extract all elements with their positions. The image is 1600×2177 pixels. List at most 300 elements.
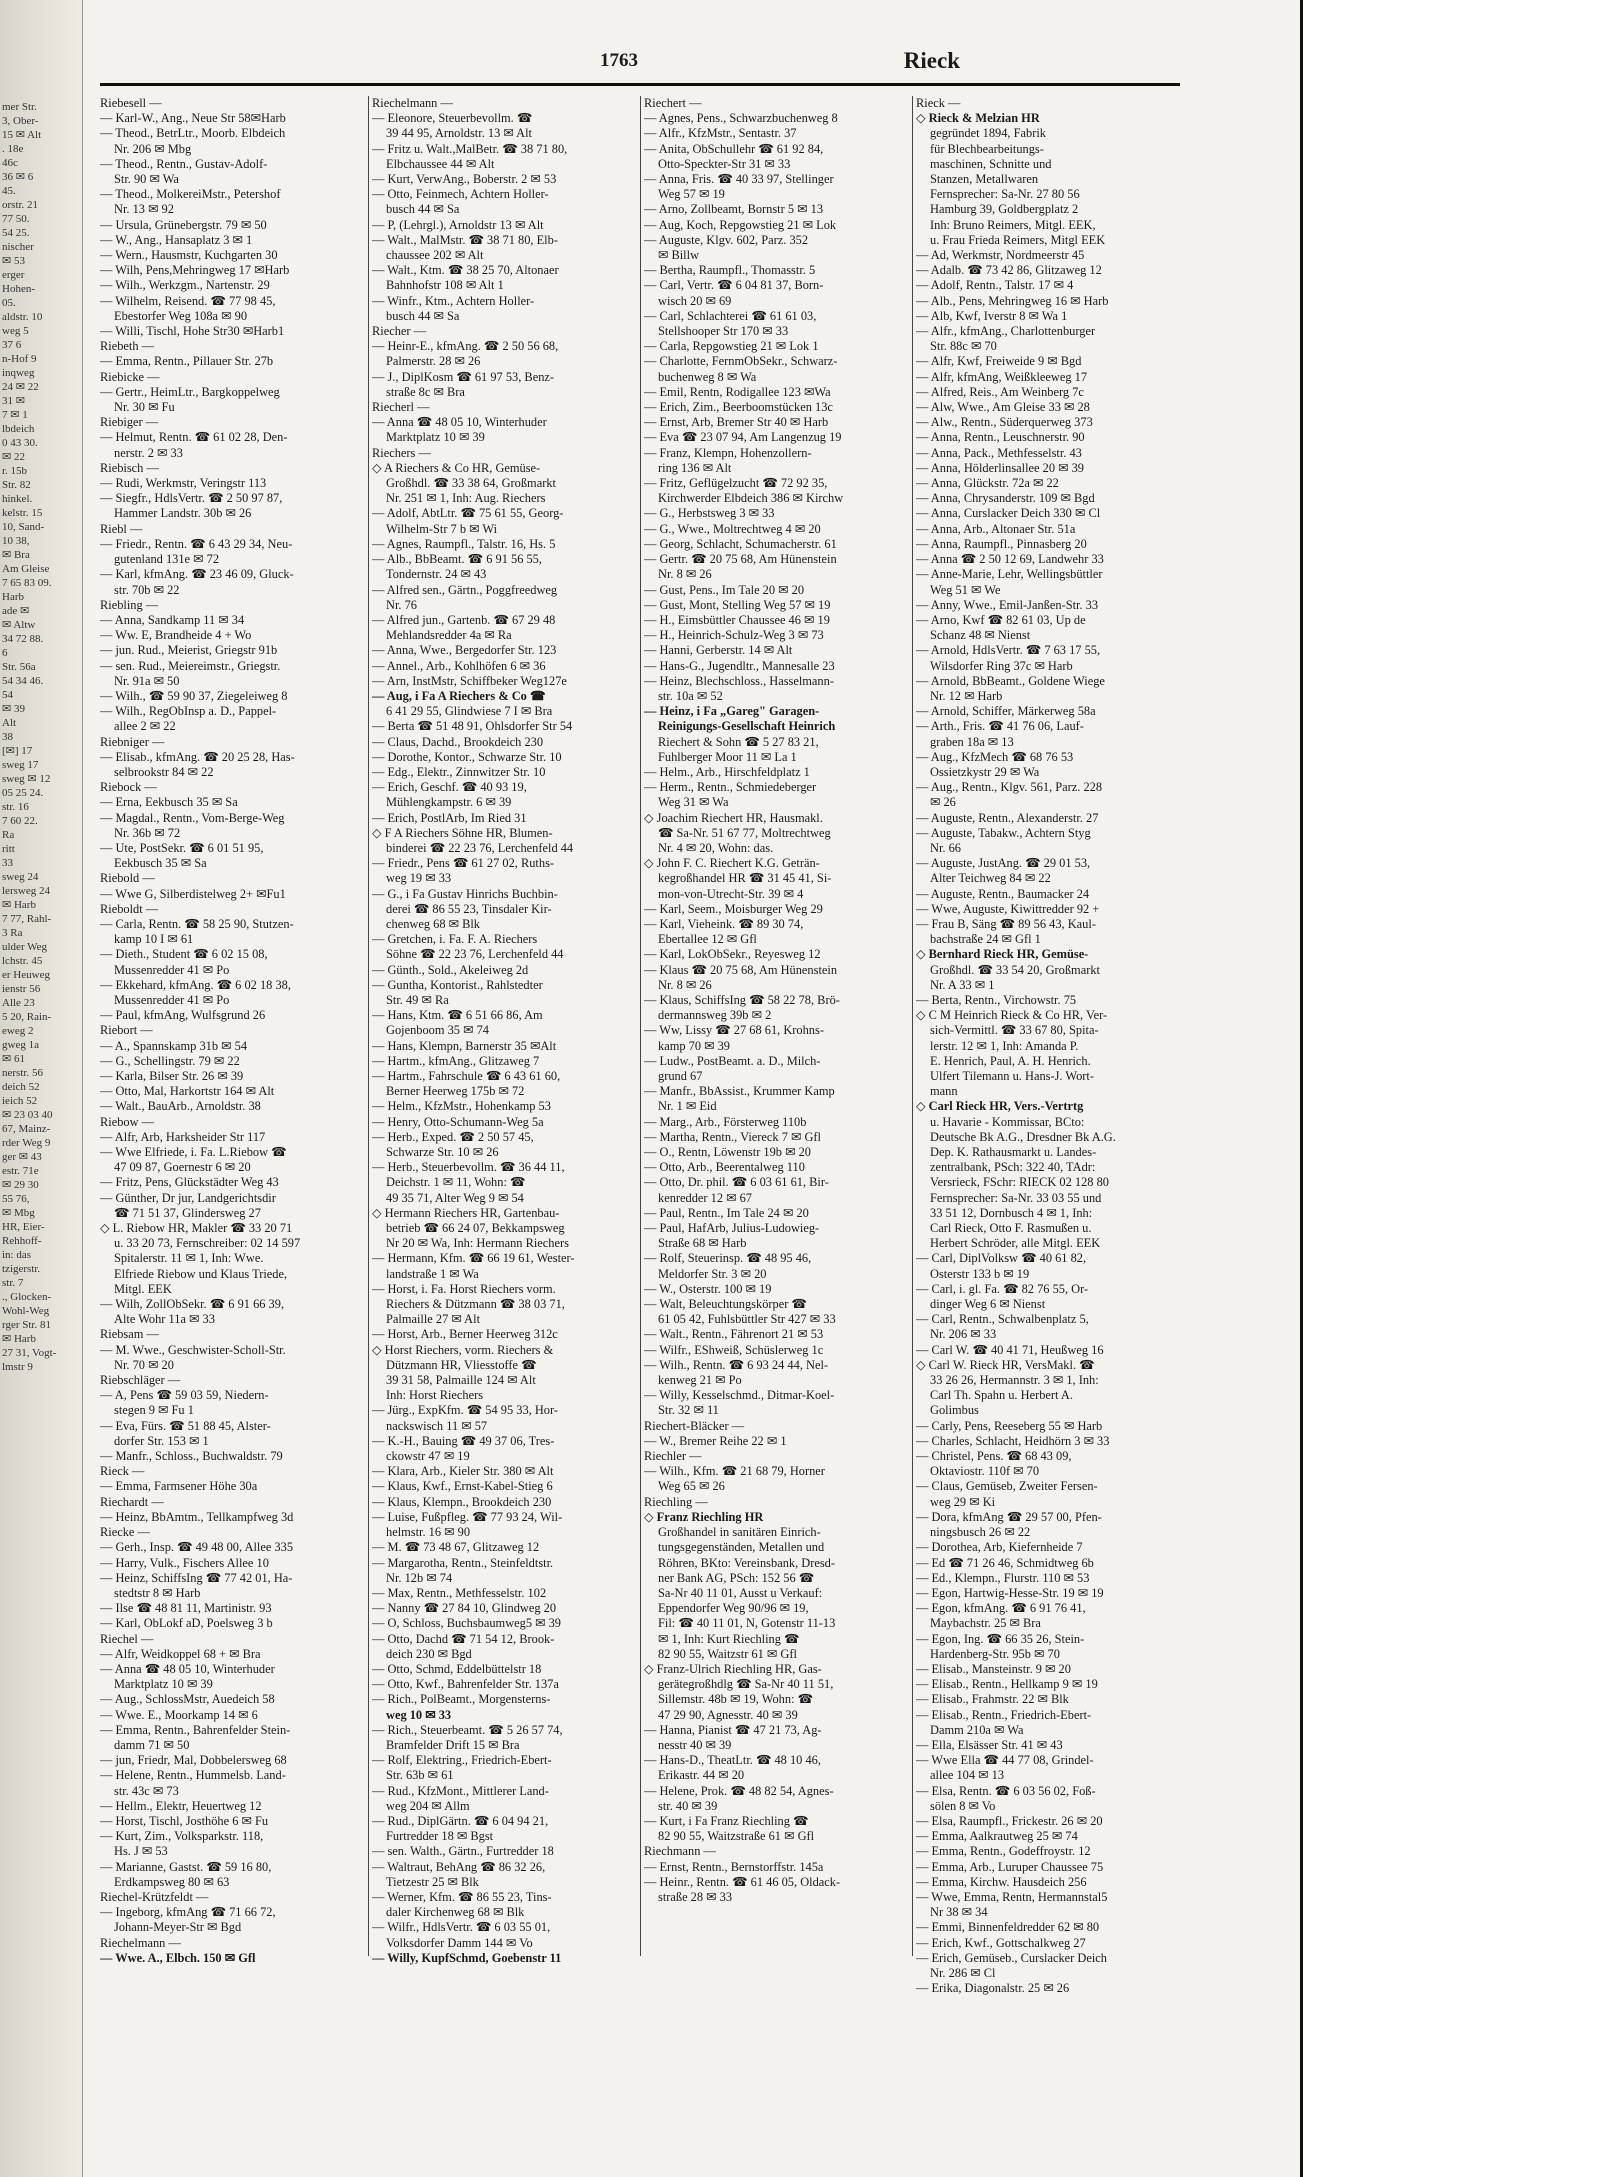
directory-entry-line: — Kurt, i Fa Franz Riechling ☎ — [644, 1813, 809, 1828]
previous-page-fragment: ✉ Harb — [2, 899, 36, 911]
directory-entry-line: — Elsa, Rentn. ☎ 6 03 56 02, Foß- — [916, 1783, 1096, 1798]
directory-entry-line: ◇ John F. C. Riechert K.G. Geträn- — [644, 856, 820, 871]
directory-entry-line: — Anna, Arb., Altonaer Str. 51a — [916, 521, 1076, 536]
previous-page-fragment: ✉ 22 — [2, 451, 25, 463]
directory-entry-line: — Wilfr., EShweiß, Schüslerweg 1c — [644, 1342, 824, 1357]
entry-continuation-line: Hs. J ✉ 53 — [114, 1844, 168, 1859]
directory-entry-line: ◇ Carl Rieck HR, Vers.-Vertrtg — [916, 1099, 1084, 1114]
previous-page-fragment: 24 ✉ 22 — [2, 381, 39, 393]
entry-continuation-line: weg 204 ✉ Allm — [386, 1798, 470, 1813]
previous-page-fragment: sweg ✉ 12 — [2, 773, 51, 785]
directory-entry-line: — Egon, Ing. ☎ 66 35 26, Stein- — [916, 1631, 1085, 1646]
directory-entry-line: — Alfr., KfzMstr., Sentastr. 37 — [644, 126, 797, 141]
entry-continuation-line: lerstr. 12 ✉ 1, Inh: Amanda P. — [930, 1038, 1079, 1053]
directory-entry-line: — Karl, Seem., Moisburger Weg 29 — [644, 901, 823, 916]
directory-entry-line: — Willi, Tischl, Hohe Str30 ✉Harb1 — [100, 324, 285, 339]
previous-page-fragment: [✉] 17 — [2, 745, 33, 757]
directory-entry-line: — Arnold, HdlsVertr. ☎ 7 63 17 55, — [916, 643, 1101, 658]
entry-continuation-line: Inh: Horst Riechers — [386, 1388, 484, 1403]
entry-continuation-line: Sillemstr. 48b ✉ 19, Wohn: ☎ — [658, 1692, 814, 1707]
entry-continuation-line: Str. 32 ✉ 11 — [658, 1403, 719, 1418]
book-gutter — [0, 0, 83, 2177]
entry-continuation-line: betrieb ☎ 66 24 07, Bekkampsweg — [386, 1221, 565, 1236]
directory-entry-line: — Günth., Sold., Akeleiweg 2d — [372, 962, 529, 977]
entry-continuation-line: weg 29 ✉ Ki — [930, 1494, 996, 1509]
entry-continuation-line: Deichstr. 1 ✉ 11, Wohn: ☎ — [386, 1175, 526, 1190]
directory-entry-line: — Carly, Pens, Reeseberg 55 ✉ Harb — [916, 1418, 1103, 1433]
directory-entry-line: — Wwe Ella ☎ 44 77 08, Grindel- — [916, 1753, 1094, 1768]
directory-entry-line: Riechel-Krützfeldt — — [100, 1889, 209, 1904]
previous-page-fragment: 3 Ra — [2, 927, 23, 939]
previous-page-fragment: ritt — [2, 843, 15, 855]
directory-entry-line: — Karla, Bilser Str. 26 ✉ 39 — [100, 1069, 244, 1083]
directory-entry-line: — Walt., Rentn., Fährenort 21 ✉ 53 — [644, 1327, 824, 1342]
directory-entry-line: Riebock — — [100, 780, 157, 795]
entry-continuation-line: Dützmann HR, Vliesstoffe ☎ — [386, 1357, 537, 1372]
entry-continuation-line: Weg 31 ✉ Wa — [658, 795, 729, 810]
directory-entry-line: — Fritz u. Walt.,MalBetr. ☎ 38 71 80, — [372, 141, 568, 156]
entry-continuation-line: Hardenberg-Str. 95b ✉ 70 — [930, 1646, 1060, 1661]
directory-entry-line: — Klaus ☎ 20 75 68, Am Hünenstein — [644, 962, 838, 977]
entry-continuation-line: Erdkampsweg 80 ✉ 63 — [114, 1874, 230, 1889]
directory-entry-line: — Hellm., Elektr, Heuertweg 12 — [100, 1798, 262, 1813]
directory-entry-line: — Walt., BauArb., Arnoldstr. 38 — [100, 1099, 261, 1114]
directory-entry-line: — Ella, Elsässer Str. 41 ✉ 43 — [916, 1737, 1063, 1752]
entry-continuation-line: Str. 88c ✉ 70 — [930, 339, 997, 354]
directory-entry-line: — Arnold, BbBeamt., Goldene Wiege — [916, 673, 1105, 688]
directory-entry-line: — Otto, Schmd, Eddelbüttelstr 18 — [372, 1661, 542, 1676]
entry-continuation-line: Röhren, BKto: Vereinsbank, Dresd- — [658, 1555, 835, 1570]
entry-continuation-line: E. Henrich, Paul, A. H. Henrich. — [930, 1053, 1091, 1068]
entry-continuation-line: Ulfert Tilemann u. Hans-J. Wort- — [930, 1069, 1094, 1083]
directory-entry-line: — Dorothe, Kontor., Schwarze Str. 10 — [372, 749, 562, 764]
directory-entry-line: — Werner, Kfm. ☎ 86 55 23, Tins- — [372, 1889, 552, 1904]
directory-entry-line: — Helm., KfzMstr., Hohenkamp 53 — [372, 1099, 551, 1114]
entry-continuation-line: grund 67 — [658, 1069, 703, 1083]
entry-continuation-line: u. Frau Frieda Reimers, Mitgl EEK — [930, 232, 1106, 247]
directory-entry-line: — Dieth., Student ☎ 6 02 15 08, — [100, 947, 268, 962]
directory-entry-line: — Gertr. ☎ 20 75 68, Am Hünenstein — [644, 552, 837, 567]
directory-entry-line: — Henry, Otto-Schumann-Weg 5a — [372, 1114, 544, 1129]
entry-continuation-line: 49 35 71, Alter Weg 9 ✉ 54 — [386, 1190, 524, 1205]
directory-entry-line: — Claus, Gemüseb, Zweiter Fersen- — [916, 1479, 1098, 1494]
entry-continuation-line: Fernsprecher: Sa-Nr. 27 80 56 — [930, 187, 1080, 202]
directory-entry-line: — Emma, Kirchw. Hausdeich 256 — [916, 1874, 1087, 1889]
directory-entry-line: — Hartm., Fahrschule ☎ 6 43 61 60, — [372, 1069, 561, 1083]
directory-entry-line: — Wwe. E., Moorkamp 14 ✉ 6 — [100, 1707, 258, 1722]
previous-page-fragment: 05. — [2, 297, 16, 309]
previous-page-fragment: aldstr. 10 — [2, 311, 43, 323]
directory-entry-line: — Wern., Hausmstr, Kuchgarten 30 — [100, 248, 278, 263]
entry-continuation-line: Elbchaussee 44 ✉ Alt — [386, 156, 495, 171]
entry-continuation-line: bachstraße 24 ✉ Gfl 1 — [930, 932, 1041, 947]
entry-continuation-line: Nr. 91a ✉ 50 — [114, 673, 180, 688]
entry-continuation-line: für Blechbearbeitungs- — [930, 141, 1044, 156]
entry-continuation-line: gegründet 1894, Fabrik — [930, 126, 1046, 141]
directory-entry-line: — Ad, Werkmstr, Nordmeerstr 45 — [916, 248, 1085, 263]
previous-page-fragment: . 18e — [2, 143, 24, 155]
directory-entry-line: Riechardt — — [100, 1494, 164, 1509]
directory-entry-line: Riebling — — [100, 597, 159, 612]
directory-entry-line: — Karl-W., Ang., Neue Str 58✉Harb — [100, 111, 286, 126]
entry-continuation-line: busch 44 ✉ Sa — [386, 202, 460, 217]
directory-entry-line: — Elisab., Frahmstr. 22 ✉ Blk — [916, 1692, 1069, 1707]
directory-entry-line: — Franz, Klempn, Hohenzollern- — [644, 445, 812, 460]
directory-entry-line: Rieck — — [916, 96, 961, 110]
directory-entry-line: — Friedr., Pens ☎ 61 27 02, Ruths- — [372, 856, 555, 871]
directory-entry-line: — P, (Lehrgl.), Arnoldstr 13 ✉ Alt — [372, 217, 544, 232]
directory-entry-line: — Carla, Rentn. ☎ 58 25 90, Stutzen- — [100, 916, 294, 931]
directory-entry-line: — Wwe, Emma, Rentn, Hermannstal5 — [916, 1889, 1108, 1904]
directory-entry-line: — O, Schloss, Buchsbaumweg5 ✉ 39 — [372, 1616, 562, 1631]
directory-entry-line: — Gertr., HeimLtr., Bargkoppelweg — [100, 384, 280, 399]
directory-entry-line: — Emil, Rentn, Rodigallee 123 ✉Wa — [644, 384, 831, 399]
entry-continuation-line: Nr. 12b ✉ 74 — [386, 1570, 453, 1585]
directory-entry-line: — Hartm., kfmAng., Glitzaweg 7 — [372, 1053, 540, 1068]
previous-page-fragment: ger ✉ 43 — [2, 1151, 42, 1163]
entry-continuation-line: Nr. 251 ✉ 1, Inh: Aug. Riechers — [386, 491, 546, 506]
directory-entry-line: — Fritz, Pens, Glückstädter Weg 43 — [100, 1175, 279, 1190]
entry-continuation-line: Marktplatz 10 ✉ 39 — [114, 1677, 213, 1692]
previous-page-fragment: 6 — [2, 647, 8, 659]
directory-entry-line: — Wwe Elfriede, i. Fa. L.Riebow ☎ — [100, 1145, 287, 1160]
previous-page-fragment: ., Glocken- — [2, 1291, 52, 1303]
directory-entry-line: — Wilh., Werkzgm., Nartenstr. 29 — [100, 278, 270, 293]
directory-entry-line: — Anna ☎ 2 50 12 69, Landwehr 33 — [916, 552, 1104, 567]
directory-entry-line: — Herm., Rentn., Schmiedeberger — [644, 780, 817, 795]
directory-entry-line: Riechler — — [644, 1449, 702, 1464]
directory-entry-line: — Adalb. ☎ 73 42 86, Glitzaweg 12 — [916, 263, 1102, 278]
directory-entry-line: Riebsam — — [100, 1327, 159, 1342]
directory-entry-line: — Hans-G., Jugendltr., Mannesalle 23 — [644, 658, 835, 673]
directory-entry-line: Riebschläger — — [100, 1373, 181, 1388]
entry-continuation-line: buchenweg 8 ✉ Wa — [658, 369, 757, 384]
entry-continuation-line: 82 90 55, Waitzstraße 61 ✉ Gfl — [658, 1829, 815, 1844]
directory-entry-line: ◇ A Riechers & Co HR, Gemüse- — [372, 460, 541, 475]
entry-continuation-line: Palmaille 27 ✉ Alt — [386, 1312, 481, 1327]
entry-continuation-line: Fil: ☎ 40 11 01, N, Gotenstr 11-13 — [658, 1616, 836, 1631]
entry-continuation-line: Söhne ☎ 22 23 76, Lerchenfeld 44 — [386, 947, 564, 962]
previous-page-fragment: mer Str. — [2, 101, 37, 113]
directory-entry-line: — Wilfr., HdlsVertr. ☎ 6 03 55 01, — [372, 1920, 551, 1935]
entry-continuation-line: kamp 10 I ✉ 61 — [114, 932, 194, 947]
directory-entry-line: — Elisab., kfmAng. ☎ 20 25 28, Has- — [100, 749, 295, 764]
entry-continuation-line: Schwarze Str. 10 ✉ 26 — [386, 1145, 499, 1160]
directory-entry-line: — G., Wwe., Moltrechtweg 4 ✉ 20 — [644, 521, 821, 536]
directory-entry-line: — Erich, PostlArb, Im Ried 31 — [372, 810, 527, 825]
directory-entry-line: — Anna ☎ 48 05 10, Winterhuder — [372, 415, 547, 430]
previous-page-fragment: 0 43 30. — [2, 437, 38, 449]
previous-page-fragment: hinkel. — [2, 493, 33, 505]
directory-entry-line: — M. ☎ 73 48 67, Glitzaweg 12 — [372, 1540, 540, 1555]
directory-entry-line: — Rud., KfzMont., Mittlerer Land- — [372, 1783, 549, 1798]
directory-entry-line: — Hermann, Kfm. ☎ 66 19 61, Wester- — [372, 1251, 575, 1266]
directory-entry-line: — Aug, Koch, Repgowstieg 21 ✉ Lok — [644, 217, 837, 232]
directory-entry-line: — Elsa, Raumpfl., Frickestr. 26 ✉ 20 — [916, 1813, 1103, 1828]
directory-entry-line: ◇ F A Riechers Söhne HR, Blumen- — [372, 825, 553, 840]
entry-continuation-line: kamp 70 ✉ 39 — [658, 1038, 730, 1053]
entry-continuation-line: Inh: Bruno Reimers, Mitgl. EEK, — [930, 217, 1096, 232]
previous-page-fragment: lbdeich — [2, 423, 35, 435]
directory-entry-line: Riechelmann — — [372, 96, 453, 110]
previous-page-fragment: ✉ Altw — [2, 619, 36, 631]
directory-entry-line: — Otto, Kwf., Bahrenfelder Str. 137a — [372, 1677, 559, 1692]
entry-continuation-line: Nr. 1 ✉ Eid — [658, 1099, 717, 1114]
directory-entry-line: Riebl — — [100, 521, 143, 536]
directory-column-3 — [644, 96, 912, 1956]
directory-entry-line: ◇ Horst Riechers, vorm. Riechers & — [372, 1342, 554, 1357]
directory-entry-line: — Emmi, Binnenfeldredder 62 ✉ 80 — [916, 1920, 1100, 1935]
directory-entry-line: — Anna, Sandkamp 11 ✉ 34 — [100, 612, 245, 627]
entry-continuation-line: Str. 63b ✉ 61 — [386, 1768, 454, 1783]
directory-entry-line: — Otto, Mal, Harkortstr 164 ✉ Alt — [100, 1084, 275, 1099]
entry-continuation-line: Großhdl. ☎ 33 54 20, Großmarkt — [930, 962, 1100, 977]
entry-continuation-line: Marktplatz 10 ✉ 39 — [386, 430, 485, 445]
entry-continuation-line: gutenland 131e ✉ 72 — [114, 552, 220, 567]
directory-entry-line: — Bertha, Raumpfl., Thomasstr. 5 — [644, 263, 816, 278]
entry-continuation-line: Alter Teichweg 84 ✉ 22 — [930, 871, 1051, 886]
directory-entry-line: — Arno, Zollbeamt, Bornstr 5 ✉ 13 — [644, 202, 824, 217]
entry-continuation-line: Sa-Nr 40 11 01, Ausst u Verkauf: — [658, 1585, 823, 1600]
entry-continuation-line: Riechert & Sohn ☎ 5 27 83 21, — [658, 734, 819, 749]
previous-page-fragment: lchstr. 45 — [2, 955, 43, 967]
directory-entry-line: — Frau B, Säng ☎ 89 56 43, Kaul- — [916, 916, 1096, 931]
previous-page-fragment: 5 20, Rain- — [2, 1011, 52, 1023]
entry-continuation-line: Dep. K. Rathausmarkt u. Landes- — [930, 1145, 1097, 1160]
directory-entry-line: — Eva, Fürs. ☎ 51 88 45, Alster- — [100, 1418, 271, 1433]
directory-entry-line: — Charlotte, FernmObSekr., Schwarz- — [644, 354, 838, 369]
directory-entry-line: — Max, Rentn., Methfesselstr. 102 — [372, 1585, 547, 1600]
entry-continuation-line: straße 28 ✉ 33 — [658, 1889, 733, 1904]
directory-entry-line: — Egon, kfmAng. ☎ 6 91 76 41, — [916, 1601, 1086, 1616]
entry-continuation-line: gerätegroßhdlg ☎ Sa-Nr 40 11 51, — [658, 1677, 834, 1692]
directory-entry-line: Riechert — — [644, 96, 702, 110]
directory-entry-line: Riecke — — [100, 1525, 150, 1540]
directory-entry-line: — Wilhelm, Reisend. ☎ 77 98 45, — [100, 293, 276, 308]
directory-column-4 — [916, 96, 1182, 1996]
directory-entry-line: — Carl, i. gl. Fa. ☎ 82 76 55, Or- — [916, 1281, 1089, 1296]
previous-page-fragment: nischer — [2, 241, 34, 253]
previous-page-fragment: ✉ 23 03 40 — [2, 1109, 53, 1121]
entry-continuation-line: Str. 49 ✉ Ra — [386, 992, 449, 1007]
directory-entry-line: — Theod., BetrLtr., Moorb. Elbdeich — [100, 126, 286, 141]
directory-entry-line: — Anna, Rentn., Leuschnerstr. 90 — [916, 430, 1085, 445]
entry-continuation-line: chenweg 68 ✉ Blk — [386, 916, 481, 931]
directory-entry-line: — Willy, KupfSchmd, Goebenstr 11 — [372, 1950, 562, 1965]
directory-entry-line: — Arno, Kwf ☎ 82 61 03, Up de — [916, 612, 1086, 627]
entry-continuation-line: Osterstr 133 b ✉ 19 — [930, 1266, 1030, 1281]
directory-entry-line: — Dorothea, Arb, Kiefernheide 7 — [916, 1540, 1083, 1555]
entry-continuation-line: allee 104 ✉ 13 — [930, 1768, 1005, 1783]
directory-entry-line: — Alfred sen., Gärtn., Poggfreedweg — [372, 582, 558, 597]
previous-page-fragment: weg 5 — [2, 325, 29, 337]
previous-page-fragment: ✉ Bra — [2, 549, 30, 561]
entry-continuation-line: allee 2 ✉ 22 — [114, 719, 176, 734]
directory-entry-line: — Carl, Schlachterei ☎ 61 61 03, — [644, 308, 817, 323]
directory-entry-line: — Aug., SchlossMstr, Auedeich 58 — [100, 1692, 275, 1707]
previous-page-column-fragment — [2, 100, 80, 1950]
entry-continuation-line: selbrookstr 84 ✉ 22 — [114, 764, 214, 779]
previous-page-fragment: ieich 52 — [2, 1095, 38, 1107]
entry-continuation-line: 6 41 29 55, Glindwiese 7 I ✉ Bra — [386, 704, 553, 719]
directory-entry-line: — Auguste, JustAng. ☎ 29 01 53, — [916, 856, 1091, 871]
entry-continuation-line: 47 09 87, Goernestr 6 ✉ 20 — [114, 1160, 251, 1175]
directory-entry-line: — Theod., MolkereiMstr., Petershof — [100, 187, 281, 202]
directory-entry-line: — Alfr, kfmAng, Weißkleeweg 17 — [916, 369, 1088, 384]
entry-continuation-line: Bramfelder Drift 15 ✉ Bra — [386, 1737, 520, 1752]
directory-entry-line: — Auguste, Rentn., Baumacker 24 — [916, 886, 1090, 901]
directory-entry-line: — jun, Friedr, Mal, Dobbelersweg 68 — [100, 1753, 287, 1768]
previous-page-fragment: ulder Weg — [2, 941, 48, 953]
previous-page-fragment: nerstr. 56 — [2, 1067, 43, 1079]
directory-entry-line: — Karl, kfmAng. ☎ 23 46 09, Gluck- — [100, 567, 294, 582]
directory-entry-line: — H., Eimsbüttler Chaussee 46 ✉ 19 — [644, 612, 830, 627]
directory-entry-line: Riecherl — — [372, 400, 430, 415]
entry-continuation-line: tungsgegenständen, Metallen und — [658, 1540, 825, 1555]
previous-page-fragment: 15 ✉ Alt — [2, 129, 42, 141]
directory-entry-line: — Alw., Rentn., Süderquerweg 373 — [916, 415, 1093, 430]
entry-continuation-line: ner Bank AG, PSch: 152 56 ☎ — [658, 1570, 815, 1585]
directory-entry-line: — Rolf, Steuerinsp. ☎ 48 95 46, — [644, 1251, 812, 1266]
previous-page-fragment: Alt — [2, 717, 17, 729]
previous-page-fragment: sweg 17 — [2, 759, 39, 771]
directory-entry-line: — W., Osterstr. 100 ✉ 19 — [644, 1281, 772, 1296]
entry-continuation-line: Ebestorfer Weg 108a ✉ 90 — [114, 308, 248, 323]
directory-entry-line: Riebow — — [100, 1114, 155, 1129]
directory-entry-line: — Gust, Pens., Im Tale 20 ✉ 20 — [644, 582, 805, 597]
entry-continuation-line: Weg 51 ✉ We — [930, 582, 1001, 597]
directory-entry-line: — Klaus, Kwf., Ernst-Kabel-Stieg 6 — [372, 1479, 553, 1494]
directory-entry-line: — Alfred jun., Gartenb. ☎ 67 29 48 — [372, 612, 556, 627]
directory-entry-line: — Klaus, Klempn., Brookdeich 230 — [372, 1494, 552, 1509]
directory-entry-line: — Aug., Rentn., Klgv. 561, Parz. 228 — [916, 780, 1103, 795]
directory-entry-line: — Luise, Fußpfleg. ☎ 77 93 24, Wil- — [372, 1509, 563, 1524]
entry-continuation-line: daler Kirchenweg 68 ✉ Blk — [386, 1905, 525, 1920]
entry-continuation-line: ✉ 1, Inh: Kurt Riechling ☎ — [658, 1631, 800, 1646]
directory-entry-line: — Arn, InstMstr, Schiffbeker Weg127e — [372, 673, 567, 688]
directory-entry-line: — Erich, Zim., Beerboomstücken 13c — [644, 400, 833, 415]
entry-continuation-line: Nr. 206 ✉ Mbg — [114, 141, 192, 156]
directory-entry-line: — Emma, Aalkrautweg 25 ✉ 74 — [916, 1829, 1078, 1844]
entry-continuation-line: Straße 68 ✉ Harb — [658, 1236, 747, 1251]
directory-entry-line: — Auguste, Tabakw., Achtern Styg — [916, 825, 1091, 840]
previous-page-fragment: Str. 82 — [2, 479, 31, 491]
directory-entry-line: — Aug, i Fa A Riechers & Co ☎ — [372, 688, 546, 703]
directory-entry-line: — Ww, Lissy ☎ 27 68 61, Krohns- — [644, 1023, 824, 1038]
entry-continuation-line: Weg 57 ✉ 19 — [658, 187, 725, 202]
directory-entry-line: — Anna, Glückstr. 72a ✉ 22 — [916, 476, 1059, 491]
directory-entry-line: Riebeth — — [100, 339, 155, 354]
directory-entry-line: — Dora, kfmAng ☎ 29 57 00, Pfen- — [916, 1509, 1102, 1524]
directory-entry-line: — Carl, DiplVolksw ☎ 40 61 82, — [916, 1251, 1087, 1266]
directory-entry-line: — Emma, Rentn., Pillauer Str. 27b — [100, 354, 274, 369]
previous-page-fragment: ✉ 29 30 — [2, 1179, 39, 1191]
directory-entry-line: — Ernst, Arb, Bremer Str 40 ✉ Harb — [644, 415, 829, 430]
previous-page-fragment: Str. 56a — [2, 661, 36, 673]
directory-entry-line: — Anna, Chrysanderstr. 109 ✉ Bgd — [916, 491, 1095, 506]
directory-entry-line: — Eva ☎ 23 07 94, Am Langenzug 19 — [644, 430, 842, 445]
entry-continuation-line: weg 19 ✉ 33 — [386, 871, 452, 886]
directory-entry-line: — sen. Rud., Meiereimstr., Griegstr. — [100, 658, 281, 673]
entry-continuation-line: Nr. 76 — [386, 597, 417, 612]
directory-entry-line: — K.-H., Bauing ☎ 49 37 06, Tres- — [372, 1433, 555, 1448]
entry-continuation-line: ☎ Sa-Nr. 51 67 77, Moltrechtweg — [658, 825, 831, 840]
directory-entry-line: — A, Pens ☎ 59 03 59, Niedern- — [100, 1388, 269, 1403]
directory-entry-line: — Helm., Arb., Hirschfeldplatz 1 — [644, 764, 810, 779]
previous-page-fragment: 54 — [2, 689, 13, 701]
entry-continuation-line: Berner Heerweg 175b ✉ 72 — [386, 1084, 525, 1099]
previous-page-fragment: Am Gleise — [2, 563, 50, 575]
directory-entry-line: — Emma, Farmsener Höhe 30a — [100, 1479, 258, 1494]
directory-entry-line: — Theod., Rentn., Gustav-Adolf- — [100, 156, 268, 171]
entry-continuation-line: Großhdl. ☎ 33 38 64, Großmarkt — [386, 476, 556, 491]
entry-continuation-line: maschinen, Schnitte und — [930, 156, 1052, 171]
entry-continuation-line: stegen 9 ✉ Fu 1 — [114, 1403, 194, 1418]
directory-entry-line: — Alb., BbBeamt. ☎ 6 91 56 55, — [372, 552, 542, 567]
entry-continuation-line: Nr 20 ✉ Wa, Inh: Hermann Riechers — [386, 1236, 569, 1251]
entry-continuation-line: sich-Vermittl. ☎ 33 67 80, Spita- — [930, 1023, 1099, 1038]
directory-entry-line: — Magdal., Rentn., Vom-Berge-Weg — [100, 810, 285, 825]
directory-entry-line: — Heinz, Blechschloss., Hasselmann- — [644, 673, 834, 688]
entry-continuation-line: Damm 210a ✉ Wa — [930, 1722, 1024, 1737]
directory-entry-line: Riechert-Bläcker — — [644, 1418, 745, 1433]
directory-entry-line: — Rich., PolBeamt., Morgensterns- — [372, 1692, 551, 1707]
entry-continuation-line: 33 51 12, Dornbusch 4 ✉ 1, Inh: — [930, 1205, 1093, 1220]
entry-continuation-line: Palmerstr. 28 ✉ 26 — [386, 354, 481, 369]
entry-continuation-line: Hammer Landstr. 30b ✉ 26 — [114, 506, 252, 521]
entry-continuation-line: derei ☎ 86 55 23, Tinsdaler Kir- — [386, 901, 552, 916]
directory-entry-line: — Eleonore, Steuerbevollm. ☎ — [372, 111, 533, 126]
directory-entry-line: — Nanny ☎ 27 84 10, Glindweg 20 — [372, 1601, 557, 1616]
entry-continuation-line: Nr. 8 ✉ 26 — [658, 977, 712, 992]
directory-entry-line: Riechling — — [644, 1494, 708, 1509]
directory-entry-line: — Alfr, Arb, Harksheider Str 117 — [100, 1129, 266, 1144]
entry-continuation-line: str. 10a ✉ 52 — [658, 688, 723, 703]
entry-continuation-line: str. 70b ✉ 22 — [114, 582, 180, 597]
directory-entry-line: — Berta, Rentn., Virchowstr. 75 — [916, 992, 1077, 1007]
entry-continuation-line: Mitgl. EEK — [114, 1281, 172, 1296]
directory-entry-line: — Arth., Fris. ☎ 41 76 06, Lauf- — [916, 719, 1084, 734]
directory-entry-line: — Rolf, Elektring., Friedrich-Ebert- — [372, 1753, 552, 1768]
entry-continuation-line: Nr. 13 ✉ 92 — [114, 202, 174, 217]
page-number: 1763 — [600, 50, 638, 71]
previous-page-fragment: n-Hof 9 — [2, 353, 37, 365]
entry-continuation-line: Bahnhofstr 108 ✉ Alt 1 — [386, 278, 504, 293]
directory-entry-line: — Friedr., Rentn. ☎ 6 43 29 34, Neu- — [100, 536, 293, 551]
previous-page-fragment: erger — [2, 269, 25, 281]
directory-entry-line: — Helene, Rentn., Hummelsb. Land- — [100, 1768, 286, 1783]
directory-entry-line: — Wwe. A., Elbch. 150 ✉ Gfl — [100, 1950, 256, 1965]
entry-continuation-line: Ossietzkystr 29 ✉ Wa — [930, 764, 1040, 779]
previous-page-fragment: inqweg — [2, 367, 35, 379]
entry-continuation-line: ring 136 ✉ Alt — [658, 460, 732, 475]
entry-continuation-line: Deutsche Bk A.G., Dresdner Bk A.G. — [930, 1129, 1116, 1144]
directory-entry-line: Riecher — — [372, 324, 427, 339]
previous-page-fragment: gweg 1a — [2, 1039, 39, 1051]
previous-page-fragment: estr. 71e — [2, 1165, 39, 1177]
entry-continuation-line: Nr. 70 ✉ 20 — [114, 1357, 174, 1372]
entry-continuation-line: Maybachstr. 25 ✉ Bra — [930, 1616, 1041, 1631]
directory-entry-line: — Kurt, VerwAng., Boberstr. 2 ✉ 53 — [372, 172, 557, 187]
directory-entry-line: — Helmut, Rentn. ☎ 61 02 28, Den- — [100, 430, 288, 445]
directory-entry-line: — Erich, Geschf. ☎ 40 93 19, — [372, 780, 527, 795]
entry-continuation-line: Furtredder 18 ✉ Bgst — [386, 1829, 494, 1844]
previous-page-fragment: 31 ✉ — [2, 395, 25, 407]
directory-entry-line: — Paul, HafArb, Julius-Ludowieg- — [644, 1221, 820, 1236]
directory-entry-line: — Anna, Curslacker Deich 330 ✉ Cl — [916, 506, 1101, 521]
directory-entry-line: — Ed., Klempn., Flurstr. 110 ✉ 53 — [916, 1570, 1090, 1585]
directory-entry-line: — Egon, Hartwig-Hesse-Str. 19 ✉ 19 — [916, 1585, 1104, 1600]
